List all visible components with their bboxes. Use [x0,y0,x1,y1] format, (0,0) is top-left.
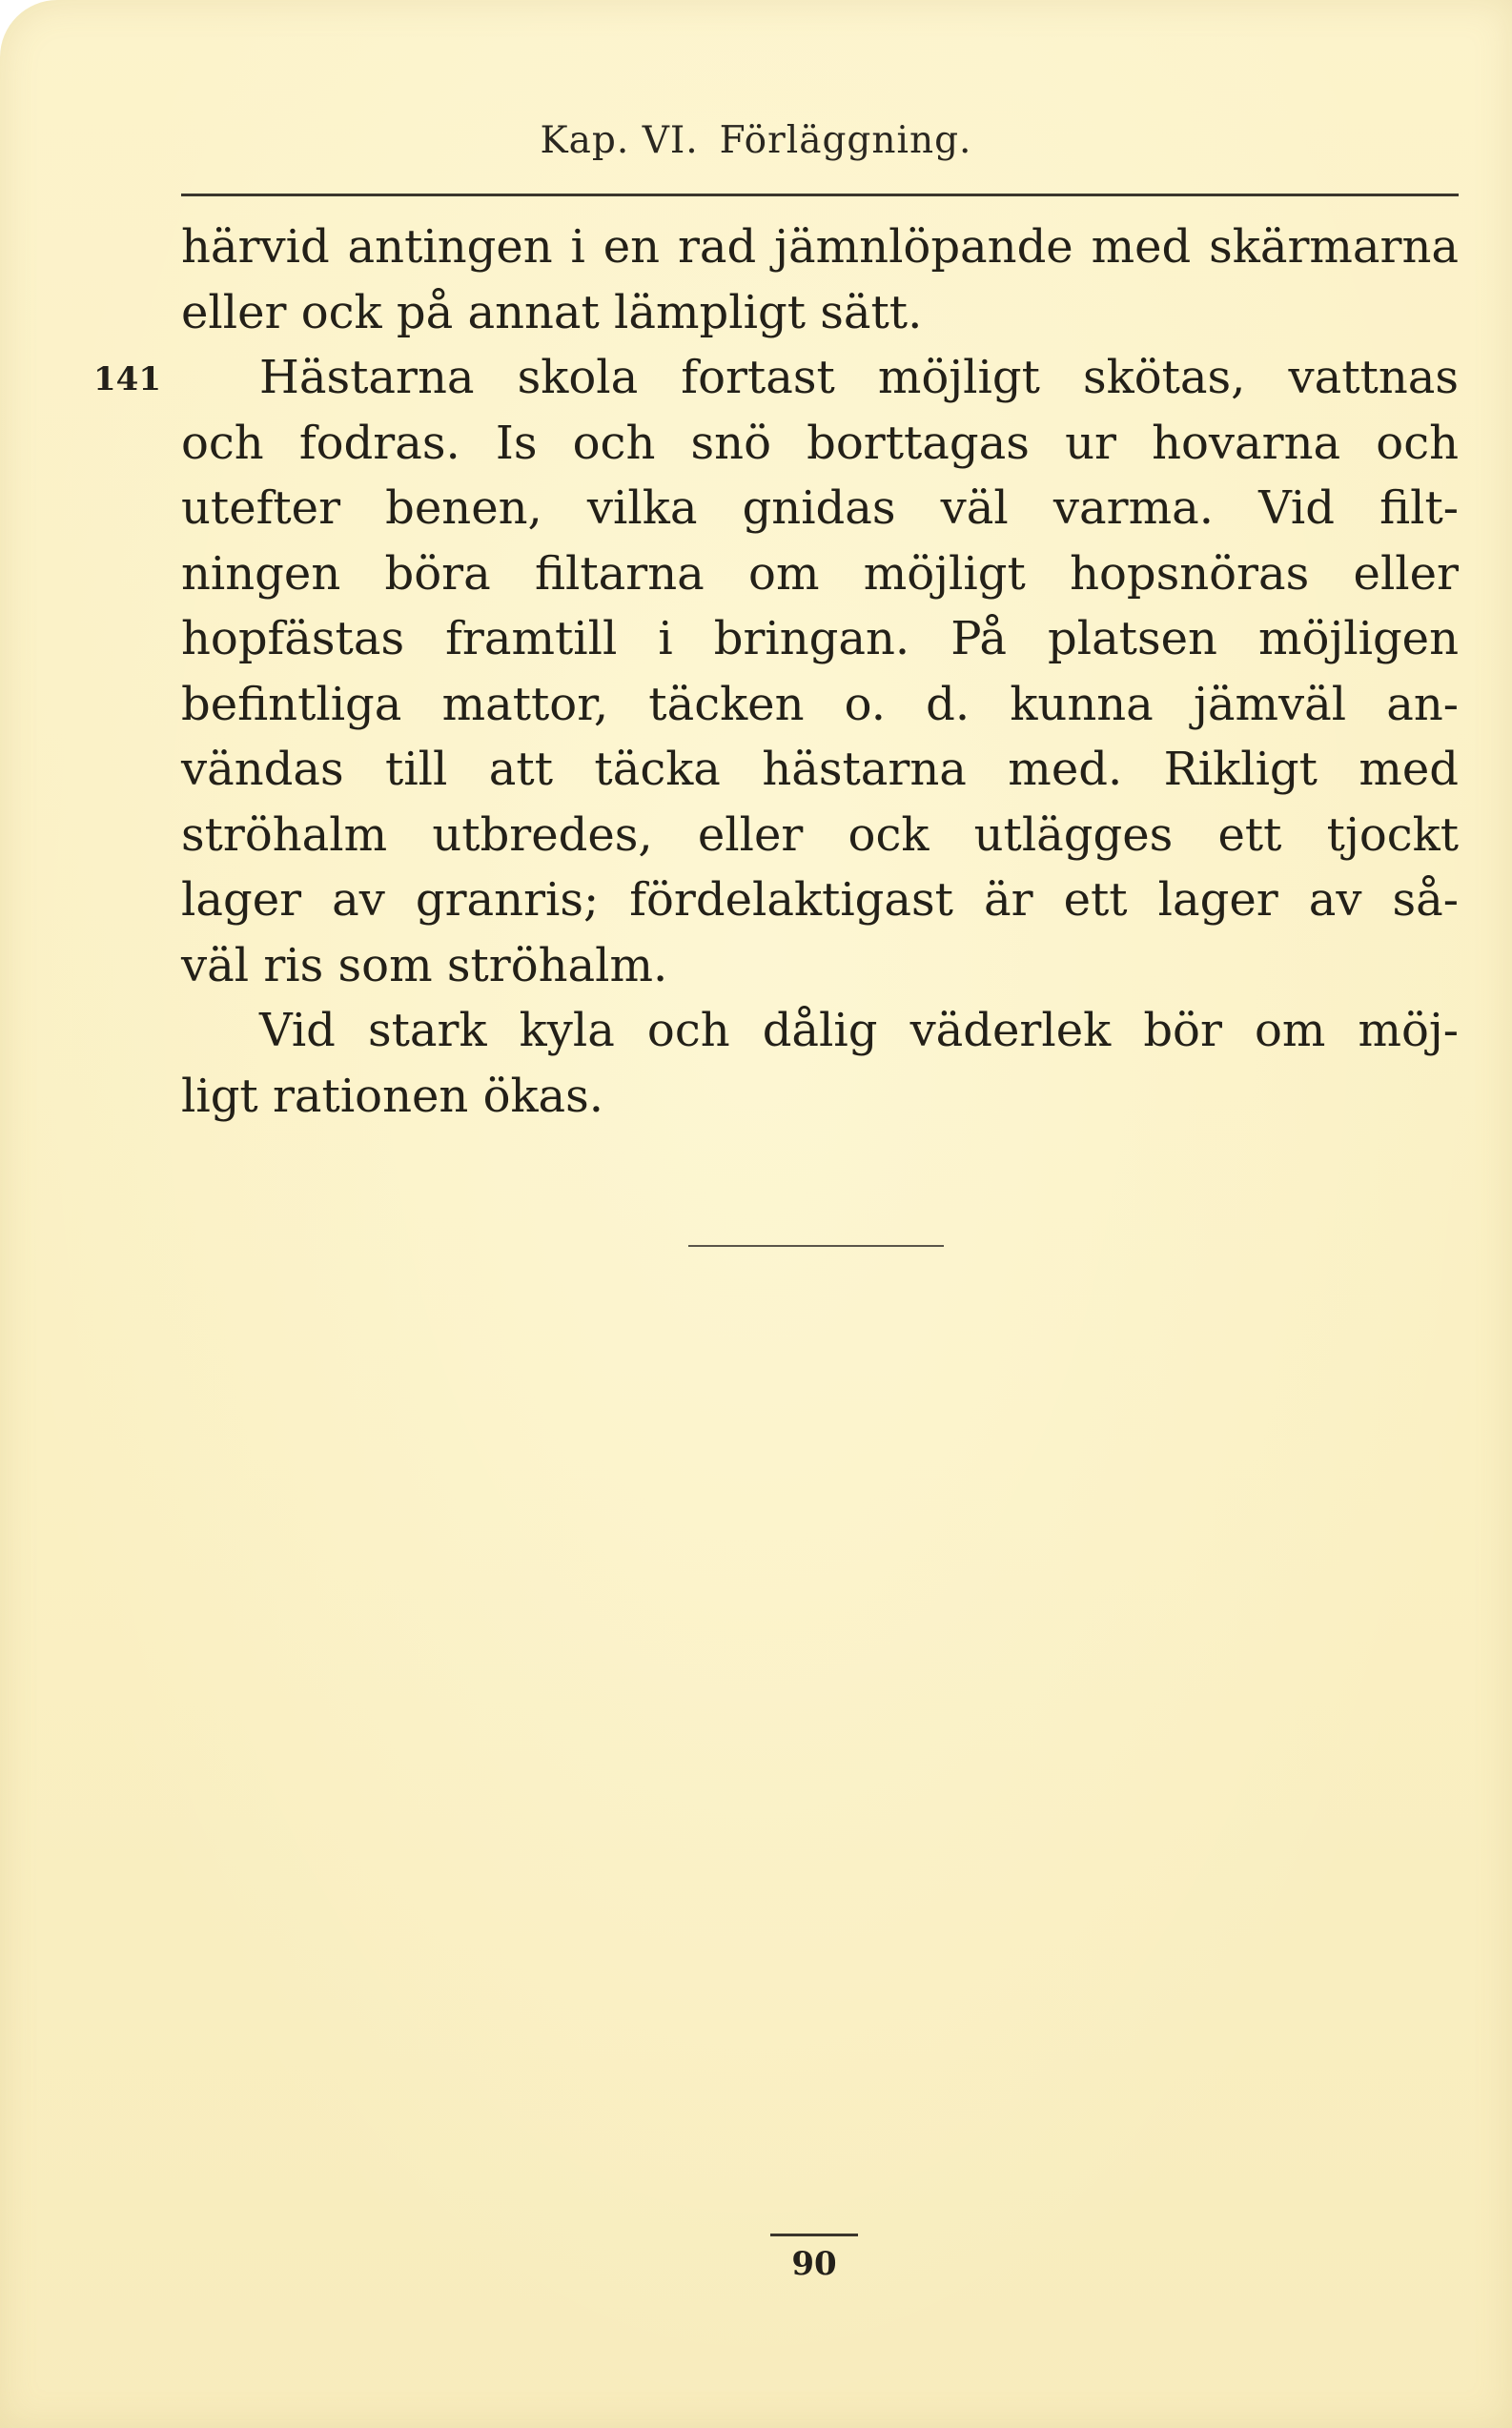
chapter-label: Kap. VI. [540,119,699,162]
text-line: utefter benen, vilka gnidas väl varma. Vid filt- [181,481,1459,535]
text-line: väl ris som ströhalm. [181,938,668,992]
text-line: lager av granris; fördelaktigast är ett lager av så- [181,873,1459,927]
text-line: ningen böra filtarna om möjligt hopsnöras eller [181,546,1459,601]
text-line: Hästarna skola fortast möjligt skötas, vattnas [259,351,1459,404]
text-line: vändas till att täcka hästarna med. Rikligt med [181,743,1459,796]
folio-rule [770,2234,858,2236]
paragraph-number: 141 [93,360,161,398]
body-text [181,214,1459,1129]
section-title: Förläggning. [719,119,972,162]
text-line: ströhalm utbredes, eller ock utlägges ett tjockt [181,807,1459,862]
text-line: hopfästas framtill i bringan. På platsen möjligen [181,612,1459,665]
text-line: härvid antingen i en rad jämnlöpande med skärmarna [181,220,1459,274]
text-line: befintliga mattor, täcken o. d. kunna jämväl an- [181,677,1459,731]
text-line: och fodras. Is och snö borttagas ur hovarna och [181,416,1459,470]
section-end-rule [688,1245,944,1247]
text-line: Vid stark kyla och dålig väderlek bör om möj- [259,1004,1459,1057]
text-line: eller ock på annat lämpligt sätt. [181,285,923,339]
header-rule [181,194,1459,196]
page-number: 90 [791,2245,837,2283]
running-head [0,119,1512,162]
text-line: ligt rationen ökas. [181,1069,604,1123]
